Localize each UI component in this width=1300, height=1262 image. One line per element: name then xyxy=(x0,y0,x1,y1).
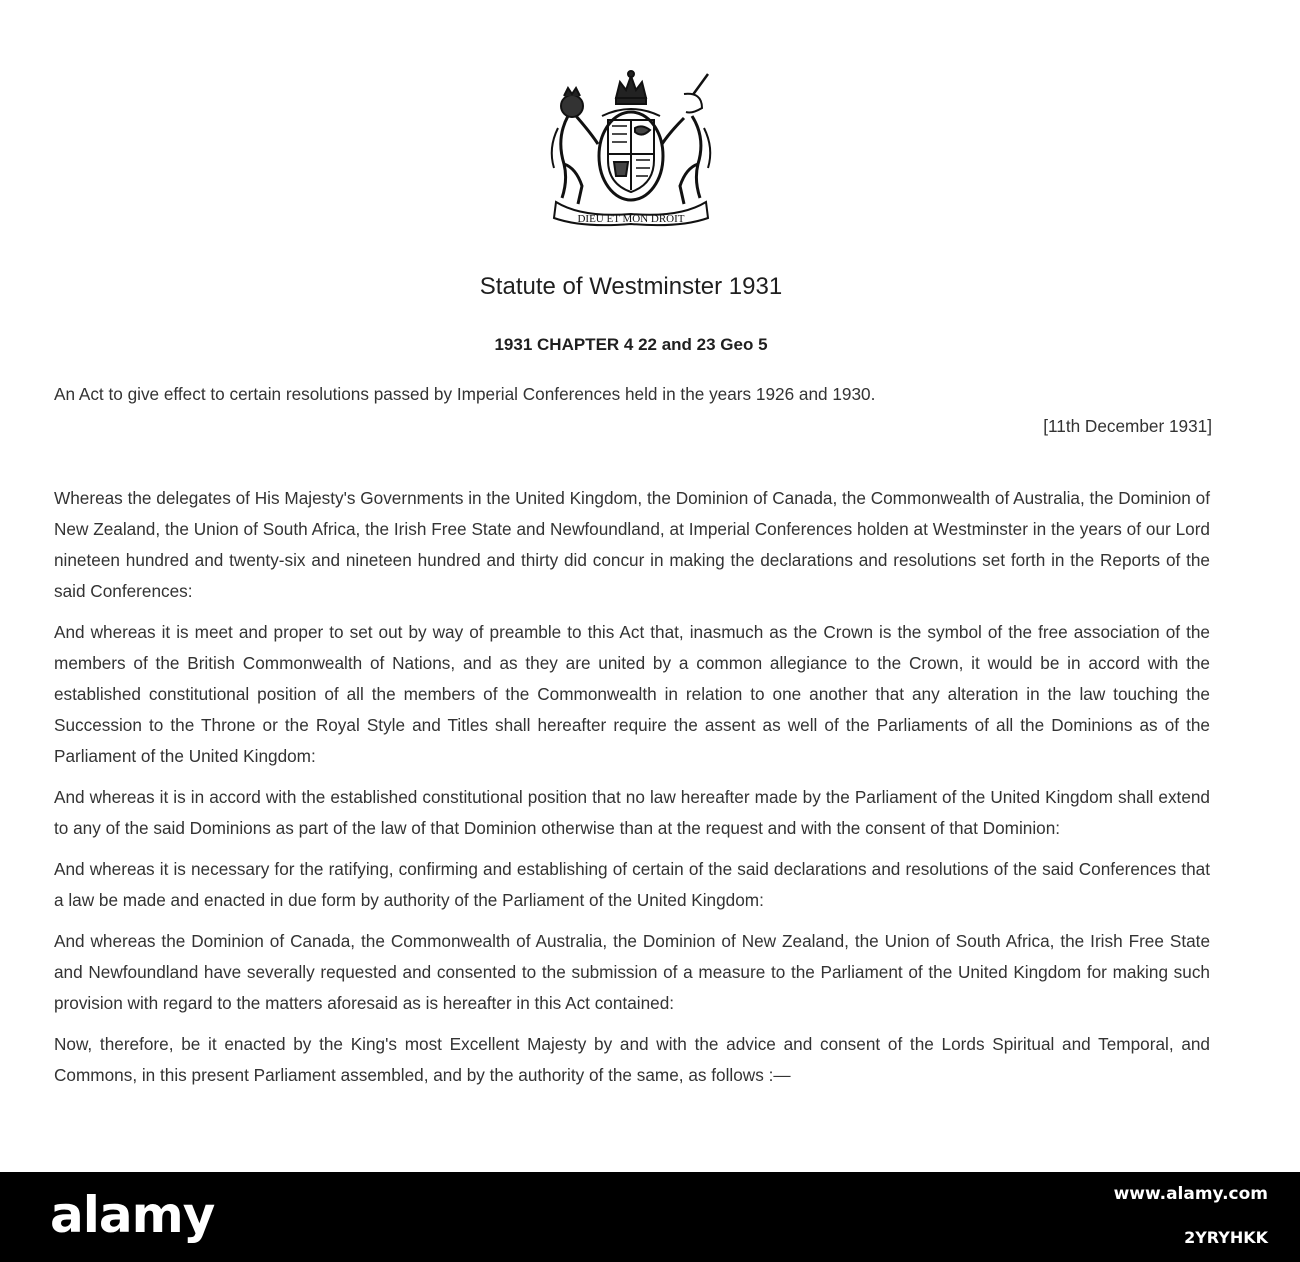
long-title: An Act to give effect to certain resolutions passed by Imperial Conferences held in the years 1926 and 1930. xyxy=(54,384,876,404)
alamy-logo: alamy xyxy=(50,1186,215,1244)
watermark-footer xyxy=(0,1172,1300,1262)
enacting-formula: Now, therefore, be it enacted by the King's most Excellent Majesty by and with the advice and consent of the Lords Spiritual and Temporal, and Commons, in this present Parliament assembled, and by the authority of the same, as follows :— xyxy=(54,1034,1210,1085)
preamble-paragraph: And whereas it is in accord with the established constitutional position that no law hereafter made by the Parliament of the United Kingdom shall extend to any of the said Dominions as part of the law of that Dominion otherwise than at the request and with the consent of that Dominion: xyxy=(54,787,1210,838)
crest-motto: DIEU ET MON DROIT xyxy=(577,213,685,225)
footer-url: www.alamy.com xyxy=(1113,1184,1268,1204)
preamble xyxy=(54,483,1210,1101)
preamble-paragraph: Whereas the delegates of His Majesty's Governments in the United Kingdom, the Dominion of Canada, the Commonwealth of Australia, the Dominion of New Zealand, the Union of South Africa, the Irish Free State and Newfoundland, at Imperial Conferences holden at Westminster in the years of our Lord nineteen hundred and twenty-six and nineteen hundred and thirty did concur in making the declarations and resolutions set forth in the Reports of the said Conferences: xyxy=(54,488,1210,601)
chapter-reference: 1931 CHAPTER 4 22 and 23 Geo 5 xyxy=(494,335,768,354)
stock-image-id: 2YRYHKK xyxy=(1184,1228,1268,1247)
document-title: Statute of Westminster 1931 xyxy=(479,273,783,300)
preamble-paragraph: And whereas it is meet and proper to set out by way of preamble to this Act that, inasmuch as the Crown is the symbol of the free association of the members of the British Commonwealth of Nations, and as they are united by a common allegiance to the Crown, it would be in accord with the established constitutional position of all the members of the Commonwealth in relation to one another that any alteration in the law touching the Succession to the Throne or the Royal Style and Titles shall hereafter require the assent as well of the Parliaments of all the Dominions as of the Parliament of the United Kingdom: xyxy=(54,622,1210,766)
preamble-paragraph: And whereas the Dominion of Canada, the Commonwealth of Australia, the Dominion of New Zealand, the Union of South Africa, the Irish Free State and Newfoundland have severally requested and consented to the submission of a measure to the Parliament of the United Kingdom for making such provision with regard to the matters aforesaid as is hereafter in this Act contained: xyxy=(54,931,1210,1013)
enactment-date: [11th December 1931] xyxy=(1043,416,1212,436)
royal-coat-of-arms-icon xyxy=(542,68,720,228)
preamble-paragraph: And whereas it is necessary for the ratifying, confirming and establishing of certain of the said declarations and resolutions of the said Conferences that a law be made and enacted in due form by authority of the Parliament of the United Kingdom: xyxy=(54,859,1210,910)
